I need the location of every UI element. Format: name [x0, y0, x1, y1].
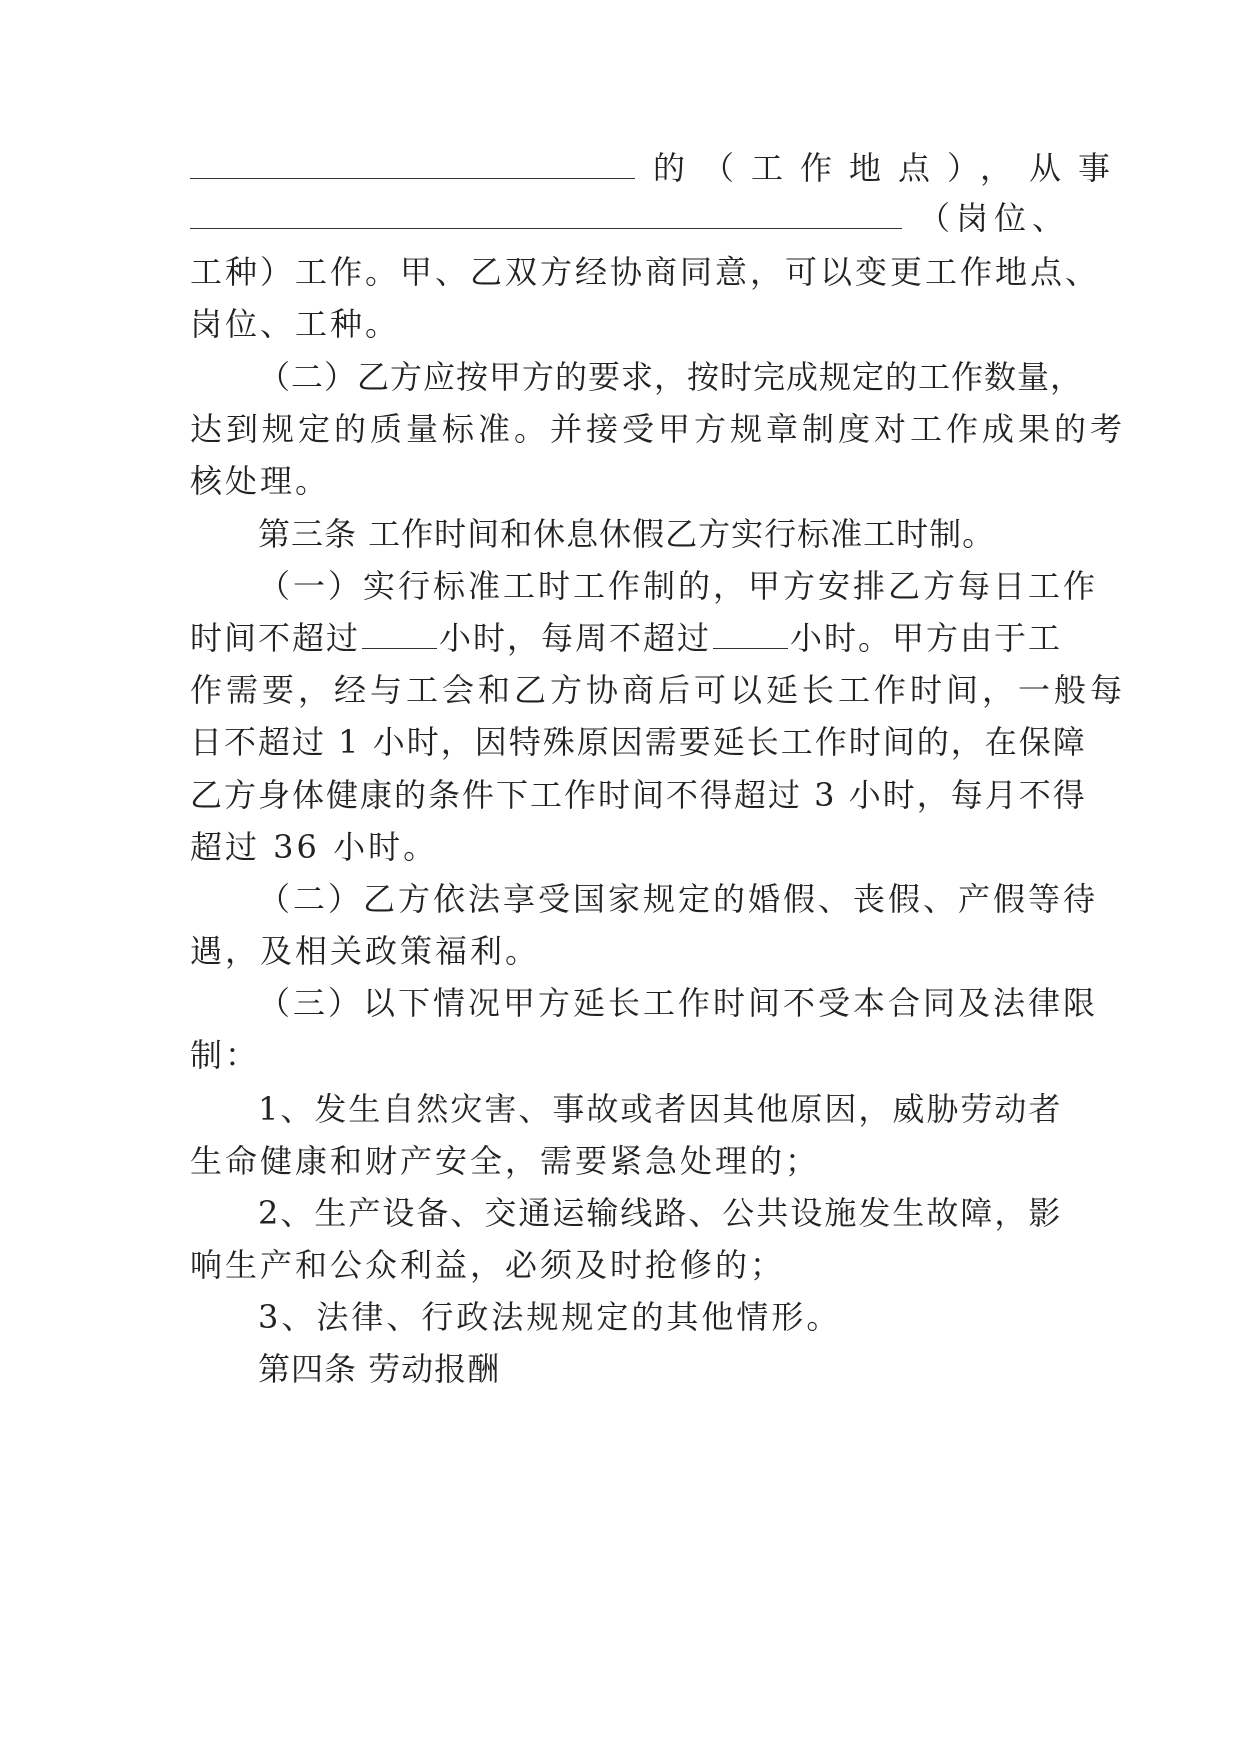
text-line: 生命健康和财产安全，需要紧急处理的； [190, 1142, 821, 1180]
text-line: 遇，及相关政策福利。 [190, 932, 541, 970]
text-line: 作需要，经与工会和乙方协商后可以延长工作时间，一般每 [190, 671, 1127, 709]
blank-position[interactable] [190, 198, 902, 229]
text-line-hours [190, 618, 1062, 658]
text-line: （三）以下情况甲方延长工作时间不受本合同及法律限 [258, 984, 1099, 1022]
text-line: 3、法律、行政法规规定的其他情形。 [258, 1298, 842, 1336]
text-line: 乙方身体健康的条件下工作时间不得超过 3 小时，每月不得 [190, 776, 1087, 814]
text-line-position [190, 198, 1070, 238]
text-line: 超过 36 小时。 [190, 828, 439, 866]
blank-daily-hours[interactable] [362, 618, 437, 649]
text-line: 日不超过 1 小时，因特殊原因需要延长工作时间的，在保障 [190, 723, 1087, 761]
article-heading-3: 第三条 工作时间和休息休假乙方实行标准工时制。 [258, 515, 996, 553]
text-line: 2、生产设备、交通运输线路、公共设施发生故障，影 [258, 1194, 1063, 1232]
text-line: 核处理。 [190, 462, 331, 500]
article-heading-4: 第四条 劳动报酬 [258, 1350, 501, 1388]
text-hours-part3: 小时。甲方由于工 [790, 619, 1063, 657]
text-line: 响生产和公众利益，必须及时抢修的； [190, 1246, 786, 1284]
text-line: （二）乙方应按甲方的要求，按时完成规定的工作数量， [258, 358, 1084, 396]
text-line: （二）乙方依法享受国家规定的婚假、丧假、产假等待 [258, 880, 1099, 918]
text-line: 工种）工作。甲、乙双方经协商同意，可以变更工作地点、 [190, 253, 1101, 291]
text-line: 达到规定的质量标准。并接受甲方规章制度对工作成果的考 [190, 410, 1127, 448]
text-line: （一）实行标准工时工作制的，甲方安排乙方每日工作 [258, 567, 1099, 605]
blank-work-location[interactable] [190, 148, 635, 179]
text-position-suffix: （岗位、 [918, 199, 1071, 237]
text-line: 制： [190, 1036, 261, 1074]
text-hours-part1: 时间不超过 [190, 619, 361, 657]
text-line-work-location [190, 148, 1127, 188]
text-line: 1、发生自然灾害、事故或者因其他原因，威胁劳动者 [258, 1090, 1063, 1128]
text-hours-part2: 小时，每周不超过 [439, 619, 712, 657]
blank-weekly-hours[interactable] [713, 618, 788, 649]
text-line: 岗位、工种。 [190, 305, 401, 343]
text-work-location-suffix: 的（工作地点），从事 [653, 149, 1128, 187]
